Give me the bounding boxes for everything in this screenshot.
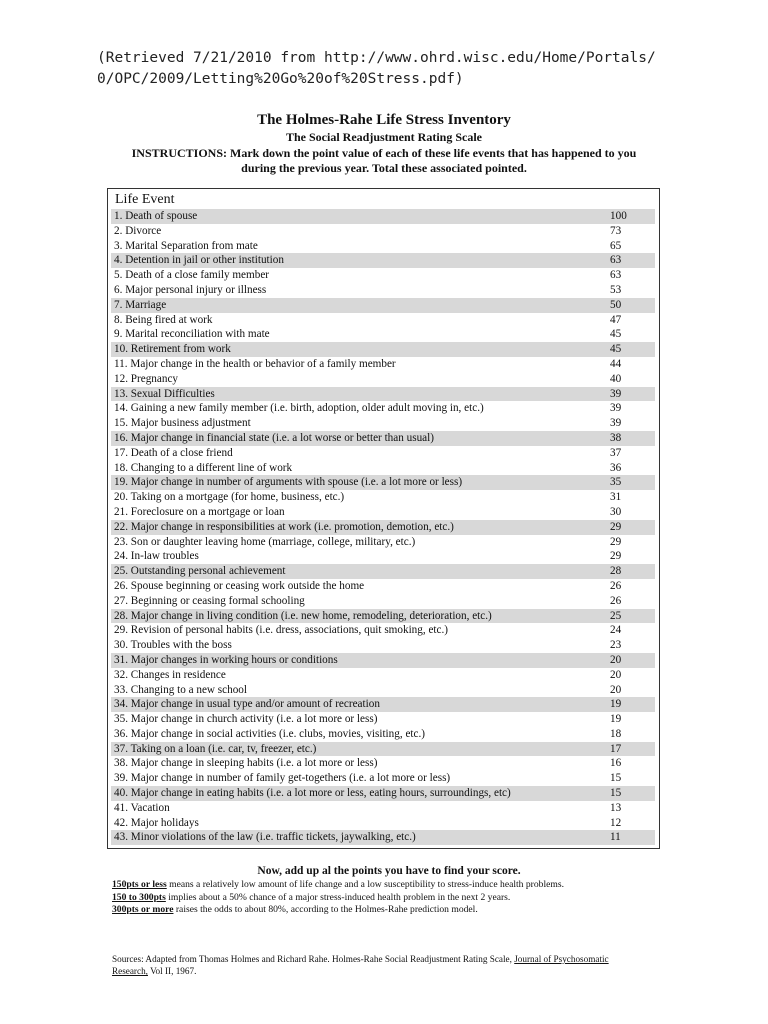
table-row: [111, 461, 655, 476]
table-row: [111, 505, 655, 520]
table-row: [111, 313, 655, 328]
life-event-table: [107, 188, 660, 849]
life-event-points: 29: [610, 550, 622, 563]
document-subtitle: The Social Readjustment Rating Scale: [286, 130, 482, 144]
table-row: [111, 475, 655, 490]
scoring-line-low: [112, 879, 672, 892]
instructions-line-2: during the previous year. Total these associated pointed.: [241, 161, 527, 175]
life-event-label: 23. Son or daughter leaving home (marriage, college, military, etc.): [114, 535, 416, 548]
table-row: [111, 268, 655, 283]
life-event-label: 3. Marital Separation from mate: [114, 239, 258, 252]
column-header-life-event: Life Event: [115, 192, 175, 207]
life-event-points: 39: [610, 402, 622, 415]
score-instruction: Now, add up al the points you have to find your score.: [257, 865, 521, 877]
table-row: [111, 446, 655, 461]
scoring-text-high: raises the odds to about 80%, according to the Holmes-Rahe prediction model.: [173, 904, 478, 915]
life-event-label: 10. Retirement from work: [114, 343, 231, 356]
table-row: [111, 298, 655, 313]
table-row: [111, 416, 655, 431]
life-event-points: 45: [610, 343, 622, 356]
life-event-points: 53: [610, 283, 622, 296]
table-row: [111, 816, 655, 831]
table-row: [111, 520, 655, 535]
life-event-label: 34. Major change in usual type and/or amount of recreation: [114, 698, 380, 711]
life-event-points: 40: [610, 372, 622, 385]
life-event-points: 23: [610, 639, 622, 652]
life-event-points: 38: [610, 431, 622, 444]
life-event-label: 29. Revision of personal habits (i.e. dress, associations, quit smoking, etc.): [114, 624, 449, 637]
life-event-points: 26: [610, 579, 622, 592]
scoring-text-low: means a relatively low amount of life change and a low susceptibility to stress-induce health problems.: [166, 879, 564, 890]
life-event-label: 38. Major change in sleeping habits (i.e. a lot more or less): [114, 757, 378, 770]
life-event-label: 37. Taking on a loan (i.e. car, tv, freezer, etc.): [114, 742, 317, 755]
life-event-label: 33. Changing to a new school: [114, 683, 247, 696]
life-event-points: 15: [610, 787, 622, 800]
life-event-points: 28: [610, 565, 622, 578]
table-row: [111, 668, 655, 683]
life-event-label: 39. Major change in number of family get-togethers (i.e. a lot more or less): [114, 772, 451, 785]
table-row: [111, 697, 655, 712]
life-event-label: 22. Major change in responsibilities at work (i.e. promotion, demotion, etc.): [114, 520, 454, 533]
table-row: [111, 594, 655, 609]
life-event-points: 30: [610, 505, 622, 518]
scoring-line-medium: [112, 892, 672, 905]
life-event-points: 47: [610, 313, 622, 326]
life-event-points: 26: [610, 594, 622, 607]
life-event-points: 44: [610, 357, 622, 370]
life-event-points: 100: [610, 210, 627, 222]
life-event-label: 11. Major change in the health or behavior of a family member: [114, 357, 396, 370]
life-event-label: 36. Major change in social activities (i.e. clubs, movies, visiting, etc.): [114, 727, 425, 740]
life-event-label: 26. Spouse beginning or ceasing work outside the home: [114, 579, 365, 592]
table-row: [111, 727, 655, 742]
life-event-points: 29: [610, 535, 622, 548]
scoring-section: [112, 864, 672, 917]
document-header: [60, 111, 708, 176]
life-event-points: 17: [610, 742, 622, 755]
life-event-points: 20: [610, 653, 622, 666]
life-event-points: 19: [610, 713, 622, 726]
life-event-points: 39: [610, 417, 622, 430]
life-event-label: 40. Major change in eating habits (i.e. a lot more or less, eating hours, surroundings, etc): [114, 787, 511, 800]
life-event-points: 50: [610, 298, 622, 311]
life-event-label: 35. Major change in church activity (i.e. a lot more or less): [114, 713, 378, 726]
life-event-label: 13. Sexual Difficulties: [114, 387, 215, 400]
life-event-points: 15: [610, 772, 622, 785]
instructions: [60, 146, 708, 176]
life-event-label: 8. Being fired at work: [114, 313, 213, 326]
table-row: [111, 623, 655, 638]
table-row: [111, 683, 655, 698]
life-event-label: 24. In-law troubles: [114, 550, 199, 563]
table-row: [111, 253, 655, 268]
table-row: [111, 742, 655, 757]
life-event-points: 31: [610, 491, 622, 504]
retrieved-note: [97, 48, 737, 90]
life-event-points: 20: [610, 683, 622, 696]
life-event-label: 32. Changes in residence: [114, 668, 226, 681]
life-event-points: 20: [610, 668, 622, 681]
table-row: [111, 653, 655, 668]
table-row: [111, 357, 655, 372]
table-row: [111, 756, 655, 771]
table-row: [111, 786, 655, 801]
life-event-label: 27. Beginning or ceasing formal schooling: [114, 594, 305, 607]
life-event-points: 24: [610, 624, 622, 637]
table-row: [111, 327, 655, 342]
life-event-points: 12: [610, 816, 622, 829]
life-event-points: 39: [610, 387, 622, 400]
table-row: [111, 224, 655, 239]
scoring-label-high: 300pts or more: [112, 904, 174, 915]
life-event-points: 18: [610, 727, 622, 740]
life-event-points: 29: [610, 520, 622, 533]
table-rows: [111, 209, 655, 845]
life-event-points: 16: [610, 757, 622, 770]
sources-journal: Journal of Psychosomatic Research,: [112, 954, 609, 976]
table-row: [111, 431, 655, 446]
life-event-label: 19. Major change in number of arguments with spouse (i.e. a lot more or less): [114, 476, 463, 489]
table-row: [111, 209, 655, 224]
life-event-label: 12. Pregnancy: [114, 372, 179, 385]
table-row: [111, 535, 655, 550]
scoring-text-medium: implies about a 50% chance of a major stress-induced health problem in the next 2 years.: [165, 891, 511, 903]
life-event-label: 41. Vacation: [114, 801, 170, 814]
retrieved-line-1: (Retrieved 7/21/2010 from http://www.ohrd.wisc.edu/Home/Portals/: [97, 50, 656, 66]
life-event-label: 1. Death of spouse: [114, 210, 198, 222]
table-row: [111, 372, 655, 387]
table-row: [111, 712, 655, 727]
life-event-label: 7. Marriage: [114, 298, 167, 311]
life-event-label: 25. Outstanding personal achievement: [114, 565, 286, 578]
table-row: [111, 638, 655, 653]
life-event-points: 11: [610, 831, 621, 844]
life-event-label: 21. Foreclosure on a mortgage or loan: [114, 505, 285, 518]
life-event-points: 35: [610, 476, 622, 489]
sources-prefix: Sources: Adapted from Thomas Holmes and Richard Rahe. Holmes-Rahe Social Readjustment Rating Scale,: [112, 954, 515, 964]
document-title: The Holmes-Rahe Life Stress Inventory: [257, 112, 511, 128]
table-row: [111, 490, 655, 505]
life-event-label: 28. Major change in living condition (i.e. new home, remodeling, deterioration, etc.): [114, 609, 492, 622]
table-row: [111, 564, 655, 579]
life-event-points: 13: [610, 801, 622, 814]
life-event-label: 20. Taking on a mortgage (for home, business, etc.): [114, 491, 345, 504]
table-row: [111, 771, 655, 786]
life-event-label: 16. Major change in financial state (i.e. a lot worse or better than usual): [114, 431, 434, 444]
life-event-label: 14. Gaining a new family member (i.e. birth, adoption, older adult moving in, etc.): [114, 402, 484, 415]
life-event-label: 31. Major changes in working hours or conditions: [114, 653, 338, 666]
life-event-points: 36: [610, 461, 622, 474]
instructions-line-1: INSTRUCTIONS: Mark down the point value of each of these life events that has happened to you: [131, 146, 637, 160]
table-row: [111, 579, 655, 594]
life-event-points: 63: [610, 254, 622, 267]
life-event-points: 37: [610, 446, 622, 459]
sources-citation: [112, 953, 632, 977]
life-event-label: 6. Major personal injury or illness: [114, 283, 267, 296]
table-row: [111, 239, 655, 254]
table-row: [111, 401, 655, 416]
table-row: [111, 283, 655, 298]
life-event-label: 4. Detention in jail or other institution: [114, 254, 284, 267]
life-event-label: 15. Major business adjustment: [114, 417, 251, 430]
table-row: [111, 801, 655, 816]
life-event-points: 73: [610, 224, 622, 237]
life-event-label: 42. Major holidays: [114, 816, 199, 829]
sources-suffix: Vol II, 1967.: [147, 966, 197, 976]
life-event-label: 17. Death of a close friend: [114, 446, 233, 459]
life-event-points: 25: [610, 609, 622, 622]
scoring-label-low: 150pts or less: [112, 879, 167, 890]
table-row: [111, 609, 655, 624]
life-event-label: 9. Marital reconciliation with mate: [114, 328, 270, 341]
life-event-points: 65: [610, 239, 622, 252]
life-event-label: 2. Divorce: [114, 224, 162, 237]
life-event-label: 30. Troubles with the boss: [114, 639, 232, 652]
table-row: [111, 342, 655, 357]
life-event-label: 5. Death of a close family member: [114, 269, 270, 282]
life-event-points: 19: [610, 698, 622, 711]
table-row: [111, 387, 655, 402]
table-row: [111, 830, 655, 845]
life-event-points: 63: [610, 269, 622, 282]
life-event-label: 18. Changing to a different line of work: [114, 461, 293, 474]
table-row: [111, 549, 655, 564]
life-event-points: 45: [610, 328, 622, 341]
life-event-label: 43. Minor violations of the law (i.e. traffic tickets, jaywalking, etc.): [114, 831, 416, 844]
retrieved-line-2: 0/OPC/2009/Letting%20Go%20of%20Stress.pdf): [97, 71, 464, 87]
scoring-line-high: [112, 904, 672, 917]
scoring-label-medium: 150 to 300pts: [112, 891, 166, 903]
